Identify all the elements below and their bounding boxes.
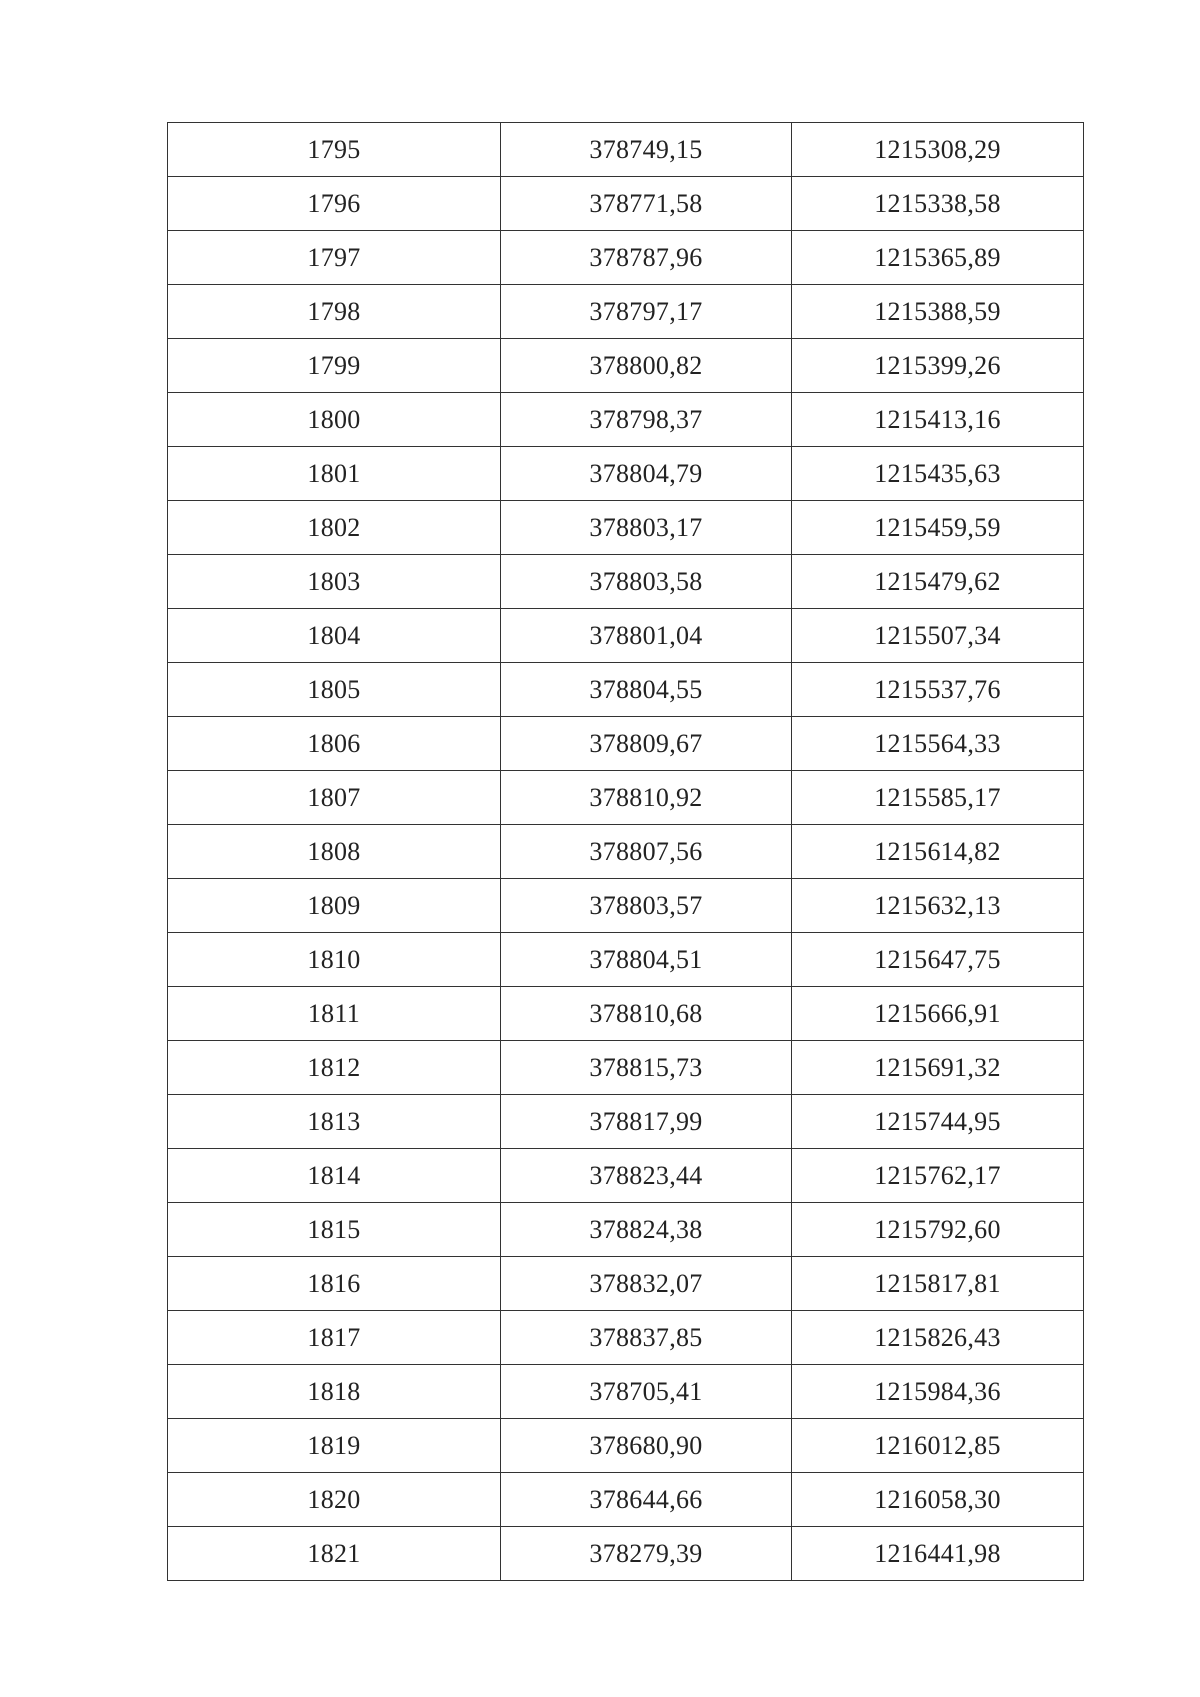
x-coordinate-cell: 378798,37 (501, 393, 792, 447)
table-row (168, 1473, 1084, 1527)
y-coordinate-cell: 1215435,63 (792, 447, 1084, 501)
y-coordinate-cell: 1215614,82 (792, 825, 1084, 879)
x-coordinate-cell: 378804,79 (501, 447, 792, 501)
table-row (168, 933, 1084, 987)
table-row (168, 717, 1084, 771)
point-number-cell: 1811 (168, 987, 501, 1041)
y-coordinate-cell: 1215984,36 (792, 1365, 1084, 1419)
table-row (168, 663, 1084, 717)
y-coordinate-cell: 1215537,76 (792, 663, 1084, 717)
y-coordinate-cell: 1215308,29 (792, 123, 1084, 177)
x-coordinate-cell: 378803,58 (501, 555, 792, 609)
table-row (168, 447, 1084, 501)
y-coordinate-cell: 1215826,43 (792, 1311, 1084, 1365)
table-row (168, 1257, 1084, 1311)
y-coordinate-cell: 1215413,16 (792, 393, 1084, 447)
y-coordinate-cell: 1215479,62 (792, 555, 1084, 609)
x-coordinate-cell: 378803,57 (501, 879, 792, 933)
point-number-cell: 1816 (168, 1257, 501, 1311)
table-row (168, 1095, 1084, 1149)
table-row (168, 771, 1084, 825)
y-coordinate-cell: 1215338,58 (792, 177, 1084, 231)
y-coordinate-cell: 1215691,32 (792, 1041, 1084, 1095)
y-coordinate-cell: 1215507,34 (792, 609, 1084, 663)
point-number-cell: 1819 (168, 1419, 501, 1473)
point-number-cell: 1809 (168, 879, 501, 933)
point-number-cell: 1801 (168, 447, 501, 501)
point-number-cell: 1805 (168, 663, 501, 717)
x-coordinate-cell: 378815,73 (501, 1041, 792, 1095)
x-coordinate-cell: 378771,58 (501, 177, 792, 231)
table-row (168, 1203, 1084, 1257)
table-row (168, 879, 1084, 933)
table-row (168, 285, 1084, 339)
x-coordinate-cell: 378809,67 (501, 717, 792, 771)
x-coordinate-cell: 378705,41 (501, 1365, 792, 1419)
x-coordinate-cell: 378810,92 (501, 771, 792, 825)
y-coordinate-cell: 1216441,98 (792, 1527, 1084, 1581)
y-coordinate-cell: 1215792,60 (792, 1203, 1084, 1257)
table-row (168, 987, 1084, 1041)
y-coordinate-cell: 1215647,75 (792, 933, 1084, 987)
x-coordinate-cell: 378800,82 (501, 339, 792, 393)
x-coordinate-cell: 378801,04 (501, 609, 792, 663)
point-number-cell: 1803 (168, 555, 501, 609)
point-number-cell: 1802 (168, 501, 501, 555)
point-number-cell: 1820 (168, 1473, 501, 1527)
point-number-cell: 1807 (168, 771, 501, 825)
point-number-cell: 1808 (168, 825, 501, 879)
x-coordinate-cell: 378823,44 (501, 1149, 792, 1203)
point-number-cell: 1804 (168, 609, 501, 663)
point-number-cell: 1818 (168, 1365, 501, 1419)
x-coordinate-cell: 378810,68 (501, 987, 792, 1041)
table-row (168, 339, 1084, 393)
x-coordinate-cell: 378807,56 (501, 825, 792, 879)
x-coordinate-cell: 378804,51 (501, 933, 792, 987)
y-coordinate-cell: 1215459,59 (792, 501, 1084, 555)
point-number-cell: 1796 (168, 177, 501, 231)
x-coordinate-cell: 378824,38 (501, 1203, 792, 1257)
point-number-cell: 1800 (168, 393, 501, 447)
x-coordinate-cell: 378787,96 (501, 231, 792, 285)
y-coordinate-cell: 1215564,33 (792, 717, 1084, 771)
point-number-cell: 1798 (168, 285, 501, 339)
coordinates-table-body (168, 123, 1084, 1581)
table-row (168, 1149, 1084, 1203)
point-number-cell: 1815 (168, 1203, 501, 1257)
x-coordinate-cell: 378680,90 (501, 1419, 792, 1473)
point-number-cell: 1817 (168, 1311, 501, 1365)
table-row (168, 1527, 1084, 1581)
point-number-cell: 1813 (168, 1095, 501, 1149)
x-coordinate-cell: 378803,17 (501, 501, 792, 555)
point-number-cell: 1821 (168, 1527, 501, 1581)
x-coordinate-cell: 378817,99 (501, 1095, 792, 1149)
table-row (168, 123, 1084, 177)
table-row (168, 1311, 1084, 1365)
point-number-cell: 1799 (168, 339, 501, 393)
y-coordinate-cell: 1215585,17 (792, 771, 1084, 825)
x-coordinate-cell: 378804,55 (501, 663, 792, 717)
y-coordinate-cell: 1215744,95 (792, 1095, 1084, 1149)
table-row (168, 231, 1084, 285)
y-coordinate-cell: 1215388,59 (792, 285, 1084, 339)
table-row (168, 825, 1084, 879)
point-number-cell: 1806 (168, 717, 501, 771)
x-coordinate-cell: 378832,07 (501, 1257, 792, 1311)
table-row (168, 1041, 1084, 1095)
table-row (168, 1365, 1084, 1419)
y-coordinate-cell: 1215666,91 (792, 987, 1084, 1041)
coordinates-table (167, 122, 1084, 1581)
point-number-cell: 1812 (168, 1041, 501, 1095)
x-coordinate-cell: 378749,15 (501, 123, 792, 177)
y-coordinate-cell: 1215817,81 (792, 1257, 1084, 1311)
table-row (168, 393, 1084, 447)
point-number-cell: 1797 (168, 231, 501, 285)
y-coordinate-cell: 1215762,17 (792, 1149, 1084, 1203)
y-coordinate-cell: 1215632,13 (792, 879, 1084, 933)
x-coordinate-cell: 378797,17 (501, 285, 792, 339)
table-row (168, 609, 1084, 663)
table-row (168, 177, 1084, 231)
table-row (168, 555, 1084, 609)
table-row (168, 501, 1084, 555)
y-coordinate-cell: 1215399,26 (792, 339, 1084, 393)
point-number-cell: 1795 (168, 123, 501, 177)
x-coordinate-cell: 378837,85 (501, 1311, 792, 1365)
x-coordinate-cell: 378644,66 (501, 1473, 792, 1527)
y-coordinate-cell: 1216058,30 (792, 1473, 1084, 1527)
x-coordinate-cell: 378279,39 (501, 1527, 792, 1581)
y-coordinate-cell: 1215365,89 (792, 231, 1084, 285)
table-row (168, 1419, 1084, 1473)
y-coordinate-cell: 1216012,85 (792, 1419, 1084, 1473)
point-number-cell: 1814 (168, 1149, 501, 1203)
point-number-cell: 1810 (168, 933, 501, 987)
